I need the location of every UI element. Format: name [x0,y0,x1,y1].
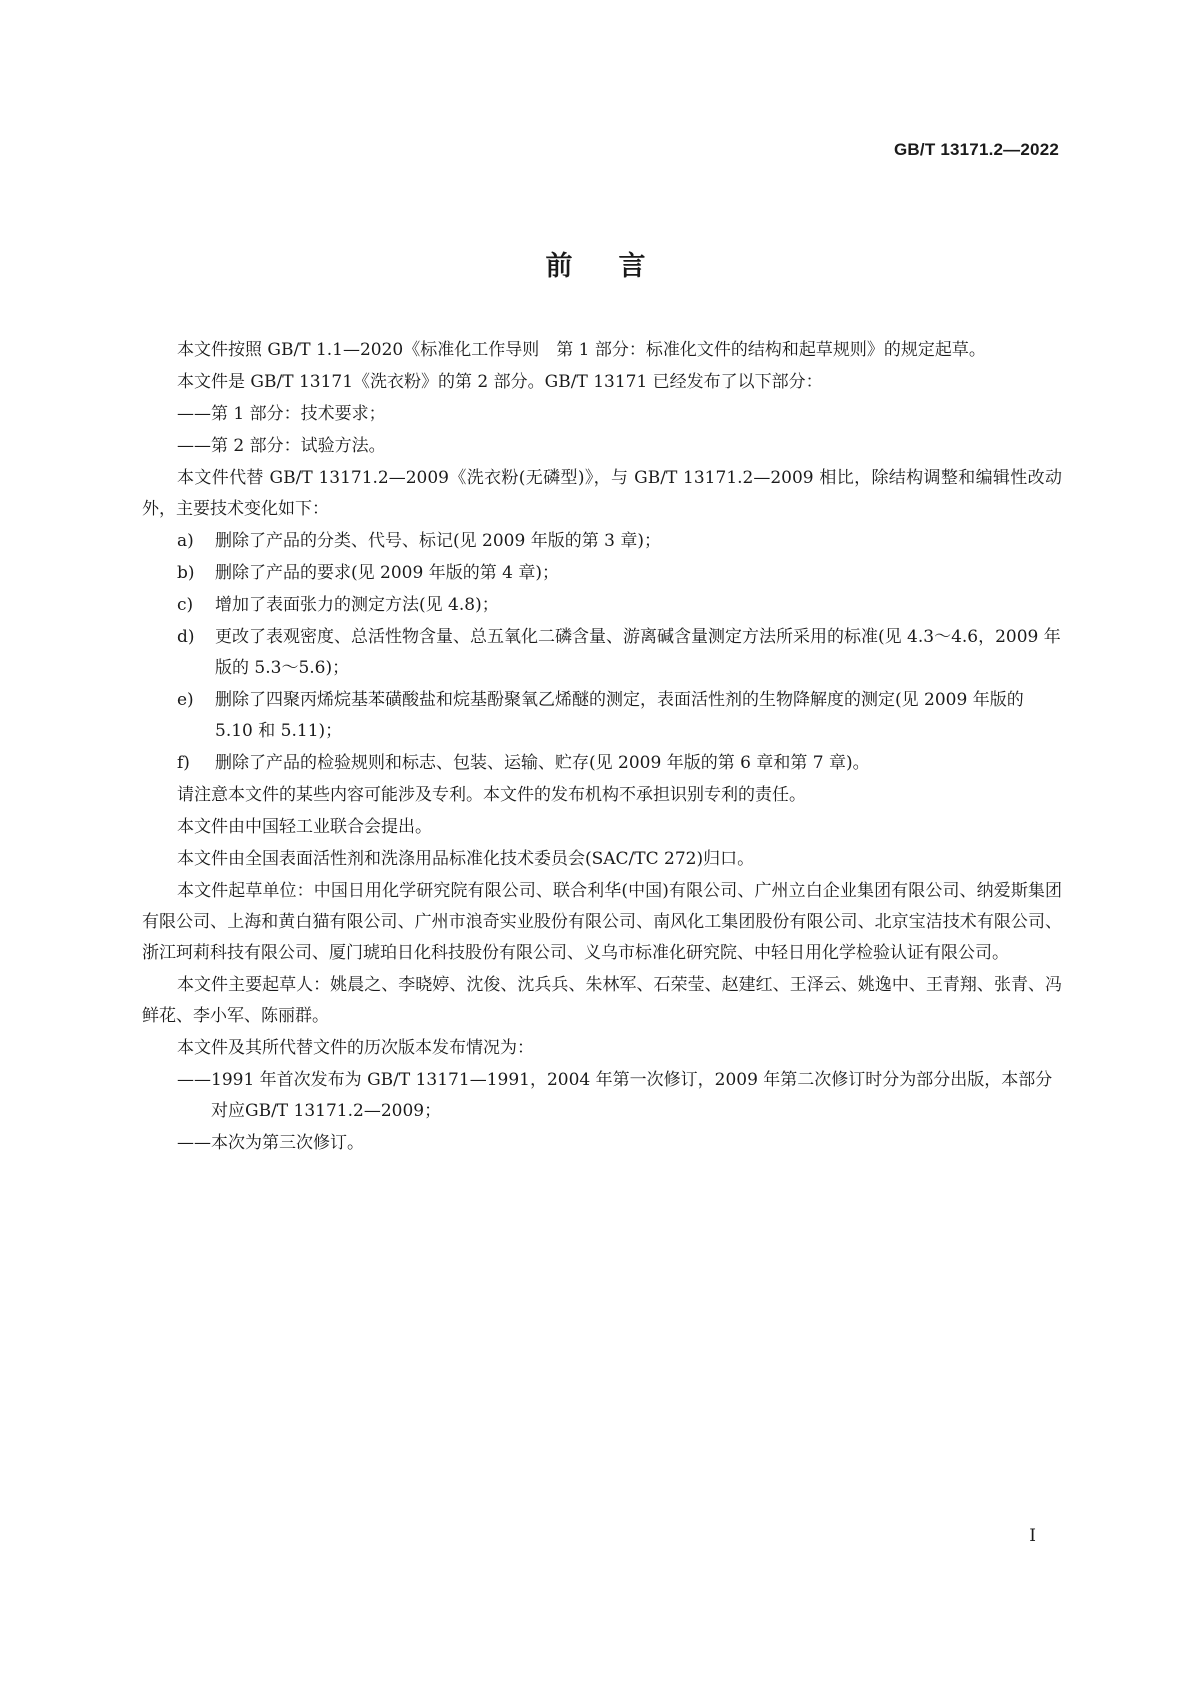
item-text: 更改了表观密度、总活性物含量、总五氧化二磷含量、游离碱含量测定方法所采用的标准(见 4.3～4.6，2009 年版的 5.3～5.6)； [215,627,1061,678]
paragraph-drafters: 本文件主要起草人：姚晨之、李晓婷、沈俊、沈兵兵、朱林军、石荣莹、赵建红、王泽云、姚逸中、王青翔、张青、冯鲜花、李小军、陈丽群。 [142,975,1062,1026]
paragraph-proposer: 本文件由中国轻工业联合会提出。 [177,817,432,837]
list-item-change-a [177,526,1062,557]
item-label: a) [177,531,194,551]
paragraph-drafting-units: 本文件起草单位：中国日用化学研究院有限公司、联合利华(中国)有限公司、广州立白企业集团有限公司、纳爱斯集团有限公司、上海和黄白猫有限公司、广州市浪奇实业股份有限公司、南风化工集团股份有限公司、北京宝洁技术有限公司、浙江珂莉科技有限公司、厦门琥珀日化科技股份有限公司、义乌市标准化研究院、中轻日用化学检验认证有限公司。 [142,881,1062,963]
paragraph-history-intro: 本文件及其所代替文件的历次版本发布情况为： [177,1038,534,1058]
list-item-change-c [177,590,1062,621]
item-text: 增加了表面张力的测定方法(见 4.8)； [215,595,499,615]
item-label: f) [177,753,190,773]
list-item-change-e [177,685,1062,747]
item-text: 删除了产品的分类、代号、标记(见 2009 年版的第 3 章)； [215,531,661,551]
item-text: 删除了产品的要求(见 2009 年版的第 4 章)； [215,563,559,583]
list-item-history-2 [177,1128,1062,1159]
page-number: I [1029,1526,1036,1546]
dash-mark: —— [177,436,211,456]
dash-mark: —— [177,404,211,424]
paragraph-series-intro: 本文件是 GB/T 13171《洗衣粉》的第 2 部分。GB/T 13171 已经发布了以下部分： [177,372,823,392]
item-label: b) [177,563,195,583]
history-text: 1991 年首次发布为 GB/T 13171—1991，2004 年第一次修订，2009 年第二次修订时分为部分出版，本部分对应GB/T 13171.2—2009； [211,1070,1053,1121]
history-text: 本次为第三次修订。 [211,1133,364,1153]
item-label: d) [177,627,195,647]
dash-mark: —— [177,1133,211,1153]
item-label: c) [177,595,194,615]
part-text: 第 2 部分：试验方法。 [211,436,386,456]
paragraph-committee: 本文件由全国表面活性剂和洗涤用品标准化技术委员会(SAC/TC 272)归口。 [177,849,755,869]
part-text: 第 1 部分：技术要求； [211,404,386,424]
foreword-body [142,335,1062,1160]
list-item-part-1 [177,399,1062,430]
item-text: 删除了四聚丙烯烷基苯磺酸盐和烷基酚聚氧乙烯醚的测定，表面活性剂的生物降解度的测定(见 2009 年版的 5.10 和 5.11)； [215,690,1024,741]
list-item-change-b [177,558,1062,589]
item-text: 删除了产品的检验规则和标志、包装、运输、贮存(见 2009 年版的第 6 章和第 7 章)。 [215,753,870,773]
paragraph-replacement: 本文件代替 GB/T 13171.2—2009《洗衣粉(无磷型)》，与 GB/T 13171.2—2009 相比，除结构调整和编辑性改动外，主要技术变化如下： [142,468,1062,519]
list-item-change-d [177,622,1062,684]
paragraph-patent-notice: 请注意本文件的某些内容可能涉及专利。本文件的发布机构不承担识别专利的责任。 [177,785,806,805]
page-title: 前言 [545,251,692,282]
paragraph-drafting-rules: 本文件按照 GB/T 1.1—2020《标准化工作导则 第 1 部分：标准化文件的结构和起草规则》的规定起草。 [177,340,986,360]
item-label: e) [177,690,194,710]
list-item-change-f [177,748,1062,779]
list-item-part-2 [177,431,1062,462]
list-item-history-1 [177,1065,1062,1127]
dash-mark: —— [177,1070,211,1090]
standard-code: GB/T 13171.2—2022 [894,140,1059,159]
